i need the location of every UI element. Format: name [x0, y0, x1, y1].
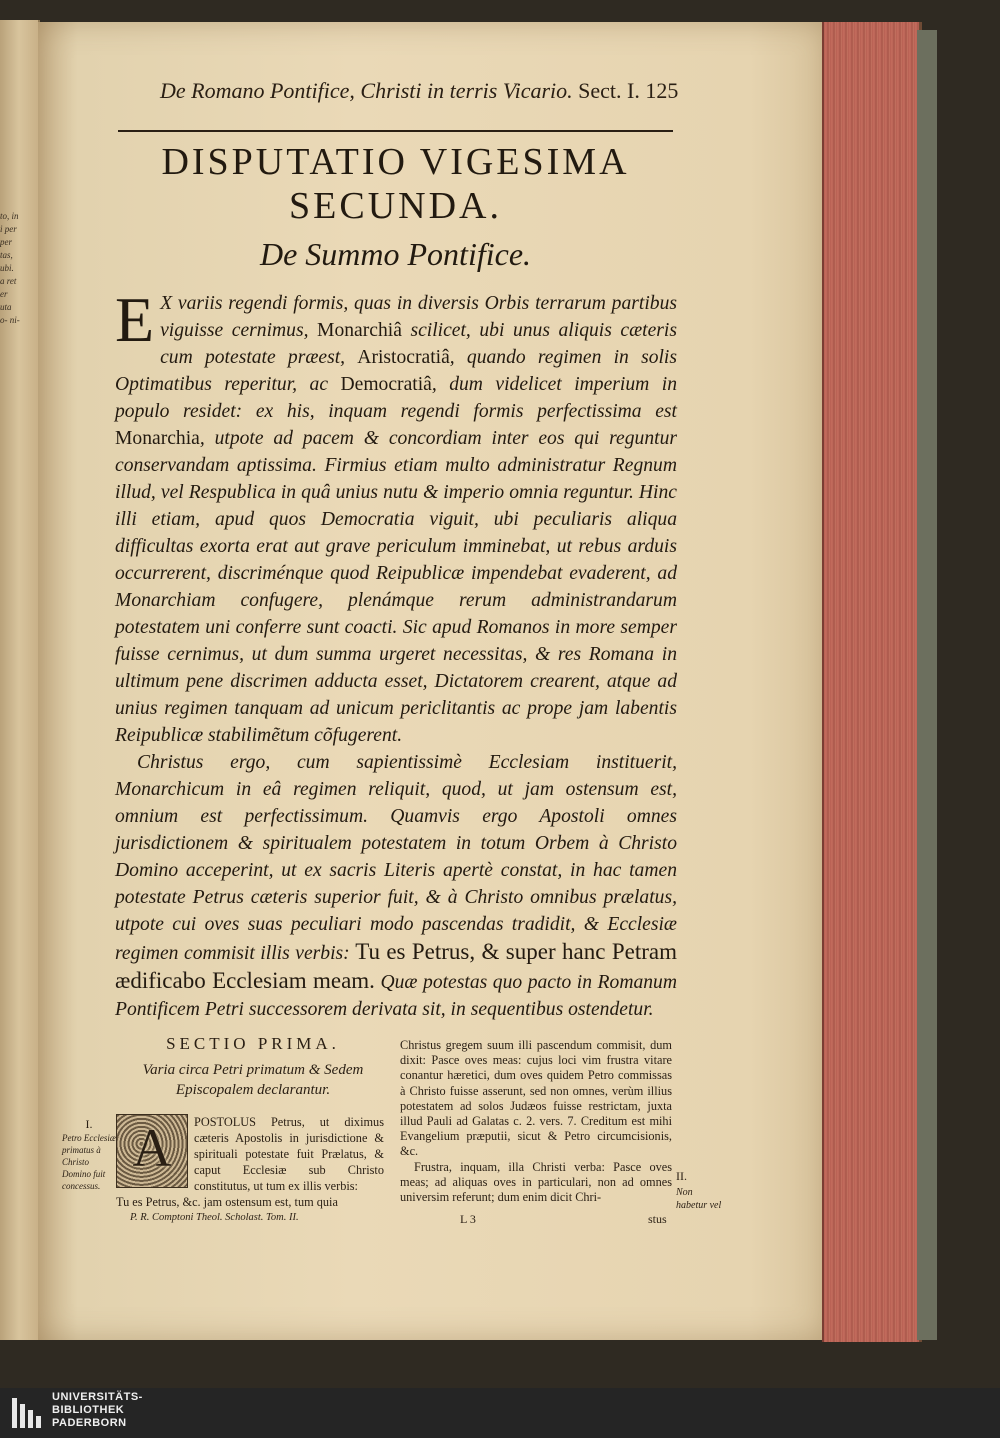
library-name-line: PADERBORN [52, 1417, 127, 1429]
column-1-tail: Tu es Petrus, &c. jam ostensum est, tum quia [116, 1195, 338, 1209]
text-run: Democratiâ [340, 374, 432, 395]
margin-note-text: Non habetur vel [676, 1187, 722, 1211]
running-head-text: De Romano Pontifice, Christi in terris Vicario. [160, 78, 573, 103]
margin-note-number: I. [85, 1117, 93, 1131]
paragraph-1 [115, 284, 678, 749]
column-2-paragraph-2: Frustra, inquam, illa Christi verba: Pasce oves meas; ad aliquas oves in particulari, non ad omnes universim referunt; dum enim dicit Chri- [400, 1159, 672, 1205]
text-run: X variis regendi formis, quas in diversis Orbis terrarum partibus viguisse cernimus, [160, 293, 677, 341]
page-number: 125 [645, 78, 679, 103]
subtitle: De Summo Pontifice. [259, 236, 532, 272]
text-run: Monarchia [115, 428, 200, 449]
ornamental-initial [116, 1114, 188, 1188]
header-rule [118, 130, 673, 132]
text-run: , dum videlicet imperium in populo residet: ex his, inquam regendi formis perfectissima est [115, 374, 677, 422]
page-edge [822, 22, 922, 1342]
footer-catchline: P. R. Comptoni Theol. Scholast. Tom. II. [130, 1212, 299, 1223]
main-text [115, 284, 678, 1023]
text-run: Quæ potestas quo pacto in Romanum Pontificem Petri successorem derivata sit, in sequentibus ostendetur. [115, 972, 678, 1020]
margin-note-left [62, 1118, 116, 1192]
library-logo-icon [10, 1394, 44, 1432]
text-run: , utpote ad pacem & concordiam inter eos qui reguntur conservandam aptissima. Firmius etiam multo administratur Regnum illud, vel Respublica in quâ unius nutu & imperio omnia reguntur. Hinc illi etiam, apud quos Democratia viguit, ubi peculiaris aliqua difficultas exorta erat aut grave periculum imminebat, ut rebus arduis occurrerent, discriménque quod Reipublicæ impendebat evaderent, ad Monarchiam confugere, plenámque rerum administrandarum potestatem uni conferre sunt coacti. Sic apud Romanos in more semper fuisse cernimus, ut dum summa urgeret necessitas, & res Romana in ultimum pene discrimen adducta esset, Dictatorem crearent, atque ad unius regimen tanquam ad unicum periclitantis ac prope jam labentis Reipublicæ stabilimẽtum cõfugerent. [115, 428, 677, 746]
left-margin-notes: to, in i per per tas, ubi. a ret er uta o- ni- [0, 211, 20, 325]
text-run: Aristocratiâ [357, 347, 450, 368]
text-run: Monarchiâ [317, 320, 402, 341]
left-page-edge [0, 20, 40, 1340]
library-name-line: BIBLIOTHEK [52, 1404, 125, 1416]
column-2-text [400, 1038, 672, 1205]
title-line-2: SECUNDA. [289, 185, 502, 227]
margin-note-text: Petro Ecclesiæ primatus à Christo Domino fuit concessus. [62, 1133, 116, 1191]
dropcap-letter: E [115, 284, 155, 355]
text-run: scilicet, ubi unus aliquis cæteris cum potestate præest, [160, 320, 677, 368]
title-line-1: DISPUTATIO VIGESIMA [161, 141, 630, 183]
column-2-paragraph-1: Christus gregem suum illi pascendum commisit, dum dixit: Pasce oves meas: cujus loci vim frustra vitare conantur hæretici, dum oves quidem Petro commissas à Christo fuisse asserunt, sed non omnes, verùm illius potestatem ad solos Judæos fuisse restrictam, juxta illud Pauli ad Galatas c. 2. vers. 7. Creditum est mihi Evangelium præputii, sicut & Petro circumcisionis, &c. [400, 1038, 672, 1159]
book-cover-edge [917, 30, 937, 1340]
section-subtitle: Varia circa Petri primatum & Sedem Episcopalem declarantur. [142, 1062, 364, 1098]
signature-mark: L 3 [460, 1212, 476, 1226]
initial-letter: A [132, 1118, 172, 1178]
quote-run: Tu es Petrus, & super hanc Petram ædificabo Ecclesiam meam. [115, 939, 677, 993]
margin-note-number: II. [676, 1169, 687, 1183]
margin-note-right [676, 1170, 726, 1212]
running-head-section: Sect. I. [578, 78, 640, 103]
text-run: Christus ergo, cum sapientissimè Ecclesiam instituerit, Monarchicum in eâ regimen reliquit, quod, ut jam ostensum est, omnium est perfectissimum. Quamvis ergo Apostoli omnes jurisdictionem & spiritualem potestatem in totum Orbem à Christo Domino acceperint, ut ex sacris Literis apertè constat, in hac tamen potestate Petrus cæteris superior fuit, & à Christo omnibus prælatus, utpote cui oves suas peculiari modo pascendas tradidit, & Ecclesiæ regimen commisit illis verbis: [115, 752, 677, 964]
section-title: SECTIO PRIMA. [166, 1034, 340, 1053]
text-run: , quando regimen in solis Optimatibus reperitur, ac [115, 347, 678, 395]
running-head [160, 78, 700, 104]
catchword: stus [648, 1212, 667, 1226]
library-name [52, 1391, 143, 1430]
library-name-line: UNIVERSITÄTS- [52, 1391, 143, 1403]
library-footer [0, 1388, 1000, 1438]
paragraph-2 [115, 749, 677, 1023]
column-1-text: POSTOLUS Petrus, ut diximus cæteris Apostolis in jurisdictione & spirituali potestate fuit Prælatus, & caput Ecclesiæ sub Christo constitutus, ut tum ex illis verbis: [194, 1115, 384, 1193]
